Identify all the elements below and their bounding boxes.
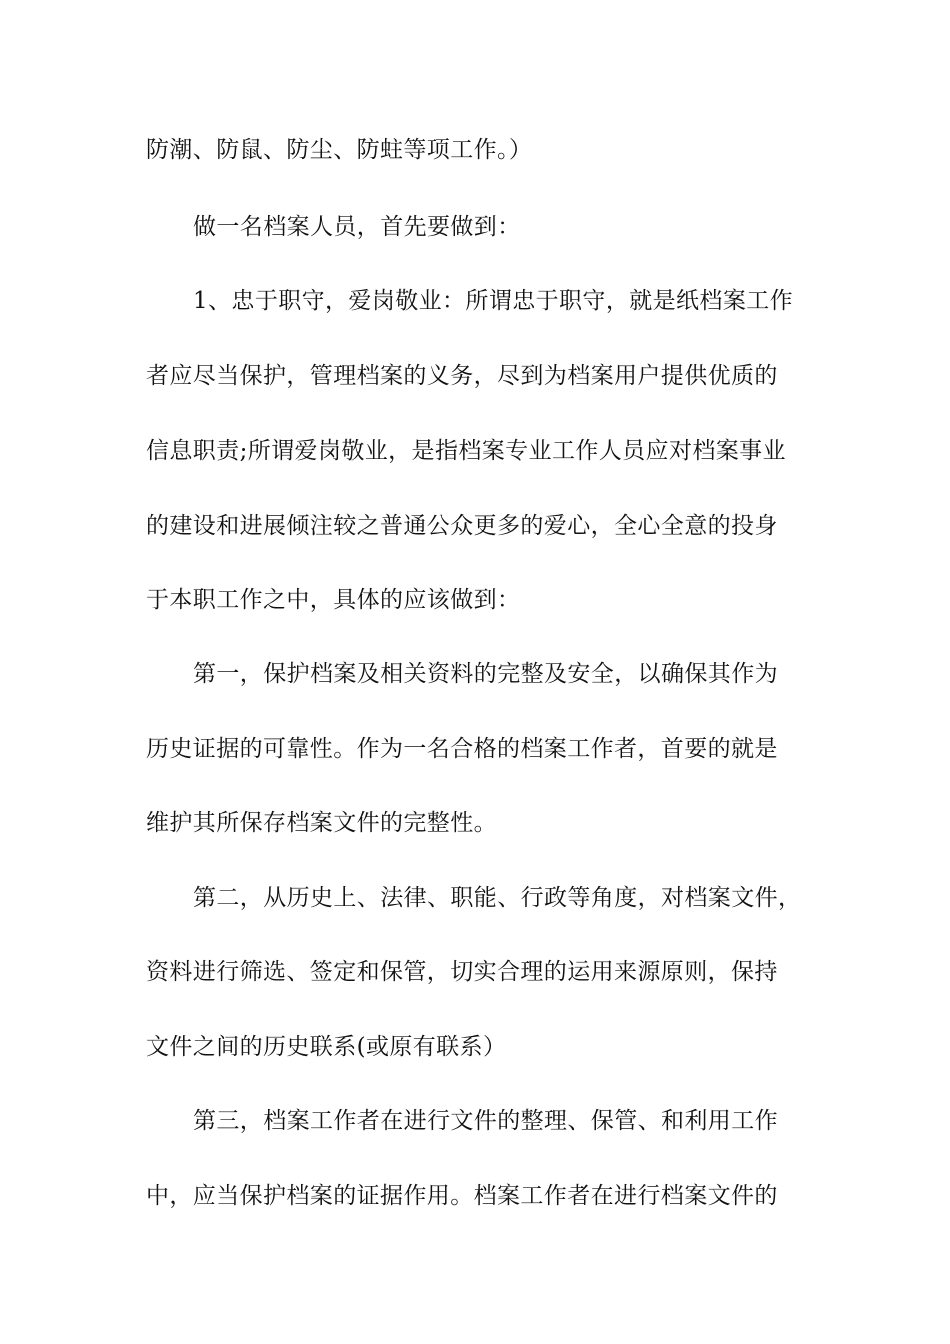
text-line-8: 第一，保护档案及相关资料的完整及安全，以确保其作为	[193, 661, 778, 687]
text-line-5: 信息职责;所谓爱岗敬业，是指档案专业工作人员应对档案事业	[146, 438, 786, 464]
text-line-4: 者应尽当保护，管理档案的义务，尽到为档案用户提供优质的	[146, 363, 778, 389]
text-line-7: 于本职工作之中，具体的应该做到：	[146, 587, 521, 613]
text-line-10: 维护其所保存档案文件的完整性。	[146, 810, 497, 836]
text-line-6: 的建设和进展倾注较之普通公众更多的爱心，全心全意的投身	[146, 513, 778, 539]
text-line-3: 1、忠于职守，爱岗敬业：所谓忠于职守，就是纸档案工作	[193, 288, 794, 314]
text-line-11: 第二，从历史上、法律、职能、行政等角度，对档案文件，	[193, 885, 802, 911]
text-line-15: 中，应当保护档案的证据作用。档案工作者在进行档案文件的	[146, 1183, 778, 1209]
text-line-9: 历史证据的可靠性。作为一名合格的档案工作者，首要的就是	[146, 736, 778, 762]
text-line-13: 文件之间的历史联系(或原有联系）	[146, 1034, 507, 1060]
text-line-2: 做一名档案人员，首先要做到：	[193, 214, 521, 240]
text-line-14: 第三，档案工作者在进行文件的整理、保管、和利用工作	[193, 1108, 778, 1134]
text-line-1: 防潮、防鼠、防尘、防蛀等项工作。）	[146, 137, 533, 163]
text-line-12: 资料进行筛选、签定和保管，切实合理的运用来源原则，保持	[146, 959, 778, 985]
